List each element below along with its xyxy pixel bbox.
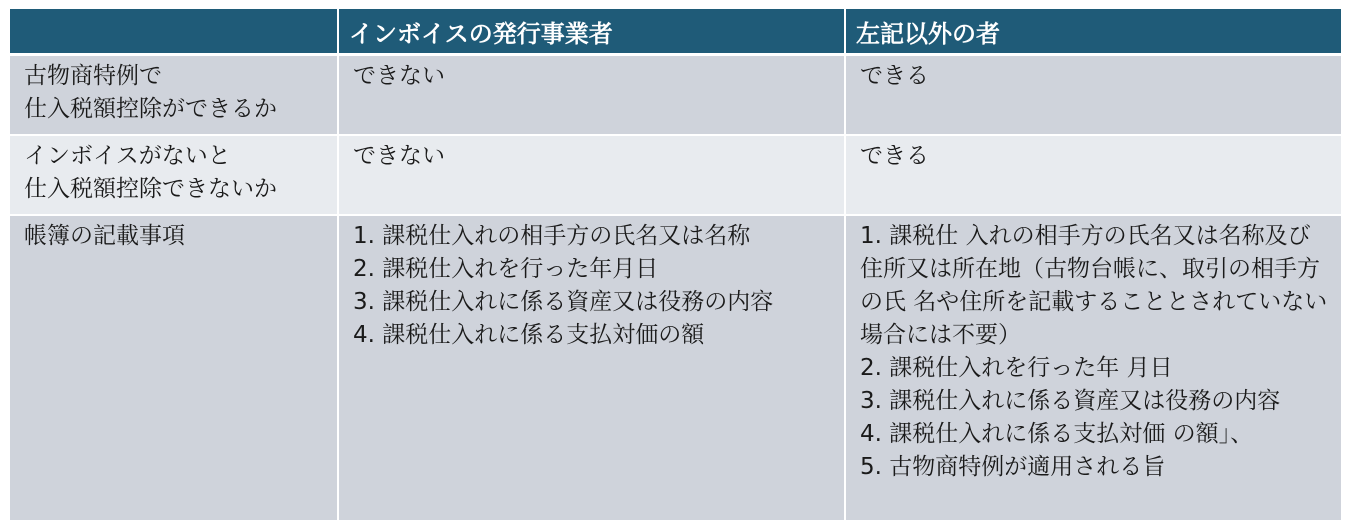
header-others: 左記以外の者 [846,9,1341,56]
list-item: 1. 課税仕 入れの相手方の氏名又は名称及び住所又は所在地（古物台帳に、取引の相手方の氏 名や住所を記載することとされていない場合には不要） [860,223,1328,348]
list-item: 1. 課税仕入れの相手方の氏名又は名称 [353,223,751,249]
comparison-table-container [10,9,1341,522]
row-label-line: 仕入税額控除ができるか [24,96,277,122]
row-label [10,216,339,522]
header-invoice-issuer: インボイスの発行事業者 [339,9,846,56]
others-cell [846,56,1341,136]
row-label [10,136,339,216]
header-row [10,9,1341,56]
cell-text: できない [353,143,445,169]
list-item: 4. 課税仕入れに係る支払対価の額 [353,322,705,348]
invoice-issuer-cell [339,136,846,216]
list-item: 2. 課税仕入れを行った年 月日 [860,355,1173,381]
cell-text: できる [860,143,929,169]
list-item: 4. 課税仕入れに係る支払対価 の額」、 [860,421,1254,447]
list-item: 2. 課税仕入れを行った年月日 [353,256,659,282]
comparison-table [10,9,1341,522]
table-row [10,136,1341,216]
row-label-line: インボイスがないと [24,143,231,169]
list-item: 3. 課税仕入れに係る資産又は役務の内容 [353,289,774,315]
row-label-line: 仕入税額控除できないか [24,176,277,202]
row-label-line: 帳簿の記載事項 [24,223,185,249]
table-row [10,216,1341,522]
header-empty-cell [10,9,339,56]
others-cell [846,136,1341,216]
row-label-line: 古物商特例で [24,63,162,89]
cell-text: できる [860,63,929,89]
list-item: 3. 課税仕入れに係る資産又は役務の内容 [860,388,1281,414]
others-cell [846,216,1341,522]
table-row [10,56,1341,136]
invoice-issuer-cell [339,56,846,136]
cell-text: できない [353,63,445,89]
list-item: 5. 古物商特例が適用される旨 [860,454,1166,480]
invoice-issuer-cell [339,216,846,522]
row-label [10,56,339,136]
